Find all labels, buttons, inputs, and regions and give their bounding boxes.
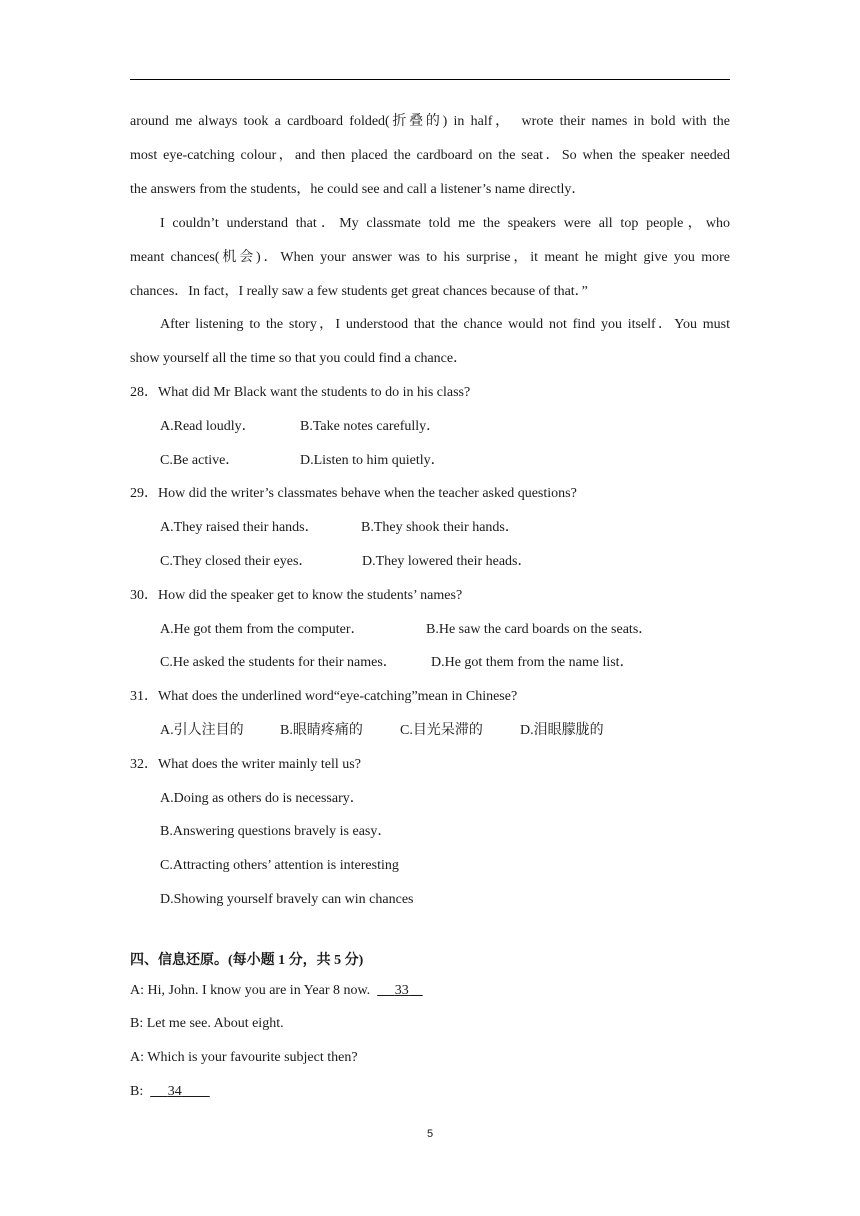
passage-line: After listening to the story，I understood that the chance would not find you itself．You must: [160, 317, 730, 332]
option-d: D.泪眼朦胧的: [520, 723, 604, 738]
answer-blank-34: 34: [167, 1084, 182, 1099]
dialogue-line: B: Let me see. About eight.: [130, 1016, 284, 1031]
option-d: D.He got them from the name list．: [431, 655, 634, 670]
option-c: C.They closed their eyes．: [160, 554, 313, 569]
option-a: A.He got them from the computer．: [160, 622, 365, 637]
option-b: B.眼睛疼痛的: [280, 723, 363, 738]
passage-line: meant chances(机会)．When your answer was to his surprise，it meant he might give you more: [130, 250, 730, 265]
answer-blank-33: 33 _: [394, 983, 423, 998]
page-number: 5: [426, 1128, 434, 1140]
passage-line: around me always took a cardboard folded(折叠的) in half， wrote their names in bold with the: [130, 114, 730, 129]
option-d: D.They lowered their heads．: [362, 554, 532, 569]
option-c: C.Be active．: [160, 453, 240, 468]
question-stem: 28．What did Mr Black want the students to do in his class?: [130, 385, 471, 400]
option-c: C.Attracting others’ attention is interesting: [160, 858, 399, 873]
option-d: D.Showing yourself bravely can win chances: [160, 892, 414, 907]
passage-line: show yourself all the time so that you could find a chance．: [130, 351, 468, 366]
option-b: B.He saw the card boards on the seats．: [426, 622, 653, 637]
option-a: A.They raised their hands．: [160, 520, 319, 535]
dialogue-line: A: Which is your favourite subject then?: [130, 1050, 358, 1065]
question-stem: 30．How did the speaker get to know the students’ names?: [130, 588, 463, 603]
dialogue-text: B:: [130, 1084, 144, 1099]
option-a: A.引人注目的: [160, 723, 244, 738]
option-c: C.He asked the students for their names．: [160, 655, 397, 670]
option-b: B.They shook their hands．: [361, 520, 519, 535]
passage-line: the answers from the students，he could see and call a listener’s name directly．: [130, 182, 586, 197]
section-heading: 四、信息还原。(每小题 1 分，共 5 分): [130, 953, 364, 968]
option-b: B.Take notes carefully．: [300, 419, 441, 434]
dialogue-line: [130, 1083, 730, 1101]
question-stem: 31．What does the underlined word“eye-catching”mean in Chinese?: [130, 689, 518, 704]
option-a: A.Read loudly．: [160, 419, 256, 434]
option-a: A.Doing as others do is necessary．: [160, 791, 364, 806]
option-c: C.目光呆滞的: [400, 723, 483, 738]
option-d: D.Listen to him quietly．: [300, 453, 445, 468]
option-b: B.Answering questions bravely is easy．: [160, 824, 392, 839]
passage-line: chances．In fact，I really saw a few students get great chances because of that．”: [130, 284, 588, 299]
passage-line: I couldn’t understand that．My classmate told me the speakers were all top people，who: [160, 216, 730, 231]
header-rule: [130, 79, 730, 80]
question-stem: 32．What does the writer mainly tell us?: [130, 757, 361, 772]
question-stem: 29．How did the writer’s classmates behave when the teacher asked questions?: [130, 486, 577, 501]
dialogue-text: A: Hi, John. I know you are in Year 8 now.: [130, 983, 371, 998]
passage-line: most eye-catching colour，and then placed the cardboard on the seat．So when the speaker needed: [130, 148, 730, 163]
dialogue-line: [130, 982, 730, 1000]
